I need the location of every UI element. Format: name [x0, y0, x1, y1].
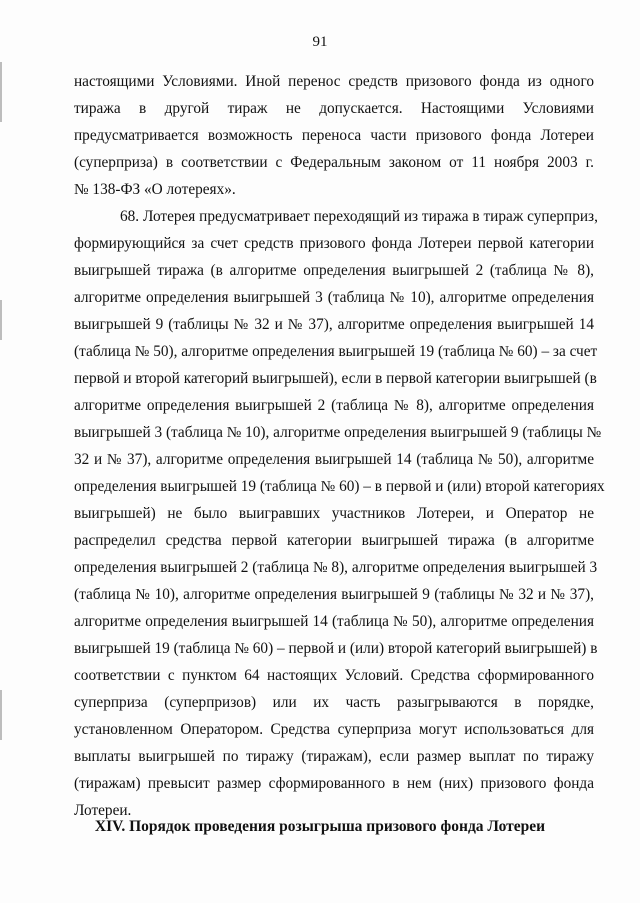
scan-edge-mark — [0, 690, 2, 740]
text-line: № 138-ФЗ «О лотереях». — [74, 181, 236, 198]
text-line: (таблица № 50), алгоритме определения выигрышей 19 (таблица № 60) – за счет — [74, 343, 598, 360]
text-line: выигрышей 3 (таблица № 10), алгоритме определения выигрышей 9 (таблицы № — [74, 424, 602, 441]
text-line: выигрышей 19 (таблица № 60) – первой и (или) второй категорий выигрышей) в — [74, 640, 598, 657]
text-line: выигрышей тиража (в алгоритме определения выигрышей 2 (таблица № 8), — [74, 262, 594, 279]
page-number: 91 — [312, 34, 328, 50]
text-line: 32 и № 37), алгоритме определения выигрышей 14 (таблица № 50), алгоритме — [74, 451, 594, 468]
text-line: (суперприза) в соответствии с Федеральным законом от 11 ноября 2003 г. — [74, 154, 594, 171]
text-line: определения выигрышей 2 (таблица № 8), алгоритме определения выигрышей 3 — [74, 559, 598, 576]
text-line: предусматривается возможность переноса части призового фонда Лотереи — [74, 127, 594, 144]
text-line: первой и второй категорий выигрышей), если в первой категории выигрышей (в — [74, 370, 597, 387]
section-heading: XIV. Порядок проведения розыгрыша призового фонда Лотереи — [94, 818, 546, 835]
text-line: соответствии с пунктом 64 настоящих Условий. Средства сформированного — [74, 667, 594, 684]
text-line: (тиражам) превысит размер сформированного в нем (них) призового фонда — [74, 775, 594, 792]
text-line: выигрышей) не было выигравших участников Лотереи, и Оператор не — [74, 505, 594, 522]
text-line: выигрышей 9 (таблицы № 32 и № 37), алгоритме определения выигрышей 14 — [74, 316, 594, 333]
text-line: настоящими Условиями. Иной перенос средств призового фонда из одного — [74, 73, 594, 90]
text-line: суперприза (суперпризов) или их часть разыгрываются в порядке, — [74, 694, 594, 711]
text-line: (таблица № 10), алгоритме определения выигрышей 9 (таблицы № 32 и № 37), — [74, 586, 594, 603]
text-line: алгоритме определения выигрышей 14 (таблица № 50), алгоритме определения — [74, 613, 594, 630]
text-line: выплаты выигрышей по тиражу (тиражам), если размер выплат по тиражу — [74, 748, 594, 765]
text-line: установленном Оператором. Средства суперприза могут использоваться для — [74, 721, 594, 738]
scan-edge-mark — [0, 62, 2, 122]
scan-edge-mark — [0, 300, 2, 340]
paragraph-68 — [74, 203, 605, 824]
text-line: Лотереи. — [74, 802, 132, 819]
text-line: алгоритме определения выигрышей 3 (таблица № 10), алгоритме определения — [74, 289, 594, 306]
body-text — [74, 68, 605, 824]
text-line: 68. Лотерея предусматривает переходящий из тиража в тираж суперприз, — [120, 208, 598, 225]
text-line: алгоритме определения выигрышей 2 (таблица № 8), алгоритме определения — [74, 397, 594, 414]
text-line: определения выигрышей 19 (таблица № 60) – в первой и (или) второй категориях — [74, 478, 605, 495]
text-line: распределил средства первой категории выигрышей тиража (в алгоритме — [74, 532, 594, 549]
text-line: тиража в другой тираж не допускается. Настоящими Условиями — [74, 100, 594, 117]
text-line: формирующийся за счет средств призового фонда Лотереи первой категории — [74, 235, 594, 252]
paragraph-continuation — [74, 68, 594, 203]
